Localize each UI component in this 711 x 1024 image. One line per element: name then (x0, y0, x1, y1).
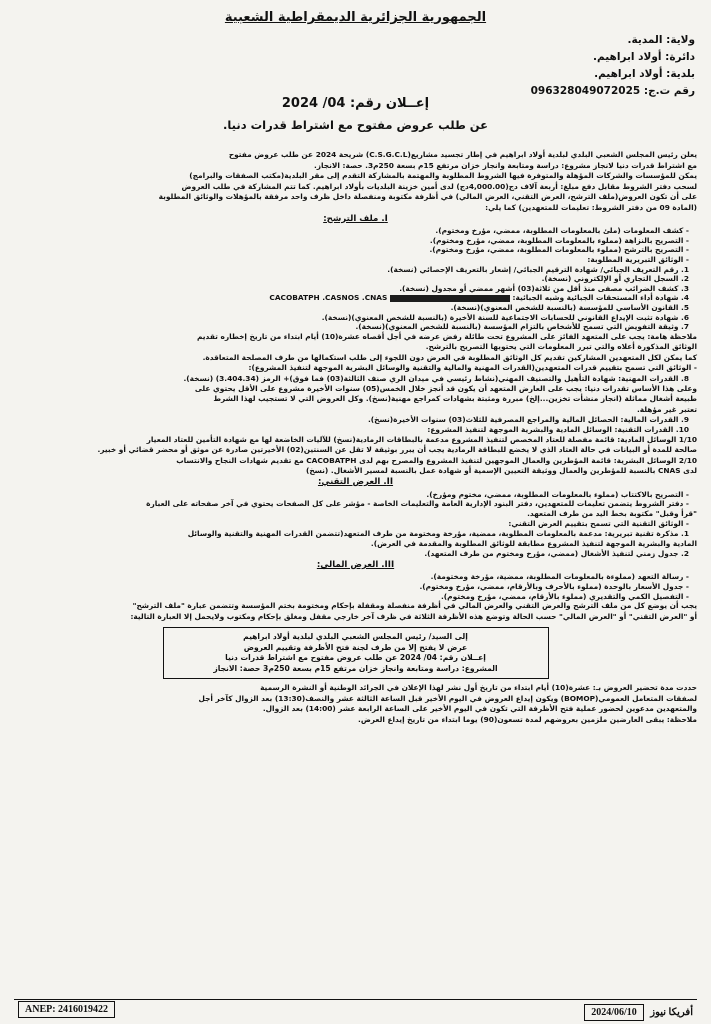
closing-line: ملاحظة: يبقى العارضين ملزمين بعروضهم لمدة تسعون(90) يوما ابتداء من تاريخ إيداع العرض. (358, 714, 697, 724)
list-item: 8. القدرات المهنية: شهادة التأهيل والتصنيف المهني(نشاط رئيسي في ميدان الري صنف الثالثة(03) فما فوق)+ الرمز (3.404.34) (نسخة). (183, 374, 689, 384)
republic-heading: الجمهورية الجزائرية الديمقراطية الشعبية (224, 10, 487, 25)
announcement-body (14, 150, 697, 725)
list-item: - كشف المعلومات (ملئ بالمعلومات المطلوبة، ممضي، مؤرخ ومختوم). (435, 226, 689, 236)
list-item: - جدول الأسعار بالوحدة (مملوء بالأحرف وبالأرقام، ممضي، مؤرخ ومختوم). (419, 581, 689, 591)
announcement-subject: عن طلب عروض مفتوح مع اشتراط قدرات دنيا. (223, 118, 488, 132)
envelope-line: المشروع: دراسة ومتابعة وانجاز خزان مرتفع 15م بسعة 250م3 حصة: الانجاز (213, 663, 498, 673)
list-item: 1. مذكرة تقنية تبريرية: مدعمة بالمعلومات المطلوبة، ممضية، مؤرخة ومختومة من طرف المتعهد(تتضمن القدرات المهنية والتقنية والوسائل (187, 528, 689, 538)
list-item: 9. القدرات المالية: الحصائل المالية والمراجع المصرفية للثلاث(03) سنوات الأخيرة(نسخ). (367, 415, 689, 425)
note-line: طبيعة أشغال مماثلة (انجاز منشأت تخزين...إلخ) مبررة ومثبتة بشهادات كمراجع مهنية(نسخ). وكل العروض التي لا تستجيب لهذا الشرط (213, 394, 697, 404)
newspaper-name: أفريكا نيوز (650, 1007, 693, 1018)
note-line: كما يمكن لكل المتعهدين المشاركين تقديم كل الوثائق المطلوبة في العرض دون اللجوء إلى طلب استكمالها من طرف المصلحة المتعاقدة. (202, 352, 697, 362)
list-item: - الوثائق التبريرية المطلوبة: (587, 254, 689, 264)
tax-certificate-text: 4. شهادة أداء المستحقات الجبائية وشبه الجبائية: (512, 293, 689, 303)
list-item: 1. رقم التعريف الجبائي/ شهادة الترقيم الجبائي/ إشعار بالتعريف الإحصائي (نسخة). (387, 264, 689, 274)
list-item: 7. وثيقة التفويض التي تسمح للأشخاص بالتزام المؤسسة (بالنسبة للشخص المعنوي)(نسخة). (355, 322, 689, 332)
envelope-label-box (163, 627, 549, 679)
section-financial-offer-title: III. العرض المالي: (316, 559, 395, 570)
list-item: 5. القانون الأساسي للمؤسسة (بالنسبة للشخص المعنوي)(نسخة). (450, 302, 689, 312)
intro-line: لسحب دفتر الشروط مقابل دفع مبلغ: أربعة آلاف دج(4,000.00دج) لدى أمين خزينة البلديات بأولاد ابراهيم. كما تتم المشاركة في طلب العروض (181, 181, 697, 191)
list-item: 10. القدرات التقنية: الوسائل المادية والبشرية الموجهة لتنفيذ المشروع: (427, 425, 689, 435)
list-item: 6. شهادة تثبت الإيداع القانوني للحسابات الاجتماعية للسنة الأخيرة (بالنسبة للشخص المعنوي)(نسخة). (321, 312, 689, 322)
list-item: - التصريح بالترشح (مملوء بالمعلومات المطلوبة، ممضي، مؤرخ ومختوم). (429, 245, 689, 255)
admin-block (531, 32, 695, 100)
wilaya-line: ولاية: المدية. (627, 34, 695, 46)
section-technical-offer-title: II. العرض التقني: (317, 477, 394, 487)
list-item: 3. كشف الضرائب مصفى منذ أقل من ثلاثة(03) أشهر ممضي أو مجدول (نسخة). (399, 283, 689, 293)
note-line: الوثائق المذكورة أعلاه والتي تبرر المعلومات التي يحتويها التصريح بالترشح. (425, 342, 697, 352)
intro-line: يمكن للمؤسسات والشركات المؤهلة والمتوفرة فيها الشروط المطلوبة والمهتمة بالمشاركة التقدم إلى مقر البلدية(مكتب الصفقات والبرامج) (189, 171, 697, 181)
list-item: - رسالة التعهد (مملوءة بالمعلومات المطلوبة، ممضية، مؤرخة ومختومة). (430, 572, 689, 582)
list-item: - التصريح بالنزاهة (مملوء بالمعلومات المطلوبة، ممضي، مؤرخ ومختوم). (429, 235, 689, 245)
intro-line: (المادة 09 من دفتر الشروط: تعليمات للمتعهدين) كما يلي: (485, 202, 697, 212)
footer-divider (14, 999, 697, 1000)
agencies-text: CACOBATPH .CASNOS .CNAS (269, 293, 388, 303)
note-line: لدى CNAS بالنسبة للمؤطرين والعمال ووثيقة التعيين الإسمية أو شهادة عمل بالنسبة لمسير الأشغال. (نسخ) (305, 466, 697, 476)
note-line: - الوثائق التي تسمح بتقييم قدرات المتعهدين(القدرات المهنية والمالية والتقنية والوسائل البشرية الموجهة لتنفيذ المشروع): (248, 363, 697, 373)
envelope-line: إعــلان رقم: 04/ 2024 عن طلب عروض مفتوح مع اشتراط قدرات دنيا (225, 653, 486, 663)
intro-line: يعلن رئيس المجلس الشعبي البلدي لبلدية أولاد ابراهيم في إطار تجسيد مشاريع(C.S.G.C.L) شريحة 2024 عن طلب عروض مفتوح (228, 150, 697, 159)
list-item: - دفتر الشروط يتضمن تعليمات للمتعهدين، دفتر البنود الإدارية العامة والتعليمات الخاصة - مؤشر على كل الصفحات يحتوي في آخر صفحاته على العبارة (146, 499, 689, 509)
redaction-mark (390, 295, 510, 302)
publication-date: 2024/06/10 (584, 1004, 644, 1021)
note-line: أو "العرض التقني" أو "العرض المالي" حسب الحالة وتوضع هذه الأظرفة الثلاثة في ظرف آخر خارجي مقفل ومغلق بإحكام ومكتوب ولايحمل إلا العبارة التالية: (130, 611, 697, 621)
note-line: "قرأ وقبل" مكتوبة بخط اليد من طرف المتعهد. (527, 508, 697, 518)
envelope-line: عرض لا يفتح إلا من طرف لجنة فتح الأظرفة وتقييم العروض (243, 642, 468, 652)
daira-line: دائرة: أولاد ابراهيم. (593, 51, 695, 63)
intro-line: مع اشتراط قدرات دنيا لانجاز مشروع: دراسة ومتابعة وانجاز خزان مرتفع 15م بسعة 250م3. حصة: الانجاز. (313, 160, 697, 170)
note-line: المادية والبشرية الموجهة لتنفيذ المشروع مطابقة للوثائق المطلوبة والمقدمة في العرض). (370, 538, 697, 548)
intro-line: على أن تكون العروض(ملف الترشح، العرض التقني، العرض المالي) في أظرفة مكتوبة ومنفصلة داخل ظرف واحد مرفقة بالمؤهلات والوثائق المطلوبة (158, 192, 697, 202)
list-item: - الوثائق التقنية التي تسمح بتقييم العرض التقني: (508, 519, 689, 529)
announcement-number: إعــلان رقم: 04/ 2024 (281, 96, 430, 111)
closing-line: حددت مدة تحضير العروض بـ: عشرة(10) أيام ابتداء من تاريخ أول نشر لهذا الإعلان في الجرائد الوطنية أو النشرة الرسمية (260, 682, 697, 692)
anep-reference: ANEP: 2416019422 (18, 1001, 115, 1018)
list-item (14, 293, 697, 303)
note-line: 1/10 الوسائل المادية: قائمة مفصلة للعتاد المخصص لتنفيذ المشروع مدعمة بالبطاقات الرمادية(نسخ) للآليات الخاضعة لها مع شهادة التأمين للعتاد المعيار (146, 434, 697, 444)
section-candidature-title: I. ملف الترشح: (323, 213, 388, 224)
envelope-line: إلى السيد/ رئيس المجلس الشعبي البلدي لبلدية أولاد ابراهيم (243, 632, 468, 642)
list-item: - التصريح بالاكتتاب (مملوء بالمعلومات المطلوبة، ممضي، مختوم ومؤرخ). (426, 489, 689, 499)
note-line: 2/10 الوسائل البشرية: قائمة المؤطرين والعمال الموجهين لتنفيذ المشروع والمصرح بهم لدى CACOBATPH مع تقديم شهادات النجاح والانتساب (176, 455, 697, 465)
note-line: صالحة للمدة أو البيانات في حالة العتاد الذي لا يخضع للبطاقة الرمادية يجب أن يبرر بوثيقة لا تقل عن السنتين(02) الأخيرتين صادرة عن موثق أو محضر قضائي أو خبير. (97, 445, 697, 455)
list-item: - التفصيل الكمي والتقديري (مملوء بالأرقام، ممضي، مؤرخ ومختوم). (440, 591, 689, 601)
list-item: 2. السجل التجاري أو الإلكتروني (نسخة). (541, 274, 689, 284)
note-line: تعتبر غير مؤهلة. (636, 404, 697, 414)
tax-number-line: رقم ت.ج: 096328049072025 (530, 85, 695, 97)
list-item: 2. جدول زمني لتنفيذ الأشغال (ممضي، مؤرخ ومختوم من طرف المتعهد). (424, 549, 689, 559)
baladia-line: بلدية: أولاد ابراهيم. (594, 68, 695, 80)
note-line: يجب أن يوضع كل من ملف الترشح والعرض التقني والعرض المالي في أظرفة منفصلة ومقفلة بإحكام ومختومة بختم المؤسسة وتتضمن عبارة "ملف الترشح" (132, 601, 697, 611)
note-line: ملاحظة هامة: يجب على المتعهد الفائز على المشروع تحت طائلة رفض عرضه في أجل أقصاه عشرة(10) أيام ابتداء من تاريخ إخطاره تقديم (196, 331, 697, 341)
closing-line: لصفقات المتعامل العمومي(BOMOP) ويكون إيداع العروض في اليوم الأخير قبل الساعة الثالثة عشر والنصف(13:30) بعد الزوال كآخر أجل (198, 693, 697, 703)
publication-info (584, 1007, 693, 1018)
note-line: وعلى هذا الأساس تقدرات دنيا: يجب على العارض المتعهد أن يكون قد أنجز خلال الخمس(05) سنوات الأخيرة مشروع على الأقل يحتوي على (194, 383, 697, 393)
closing-line: والمتعهدين مدعوين لحضور عملية فتح الأظرفة التي تكون في اليوم الأخير على الساعة الرابعة عشر (14:00) بعد الزوال. (262, 704, 697, 714)
